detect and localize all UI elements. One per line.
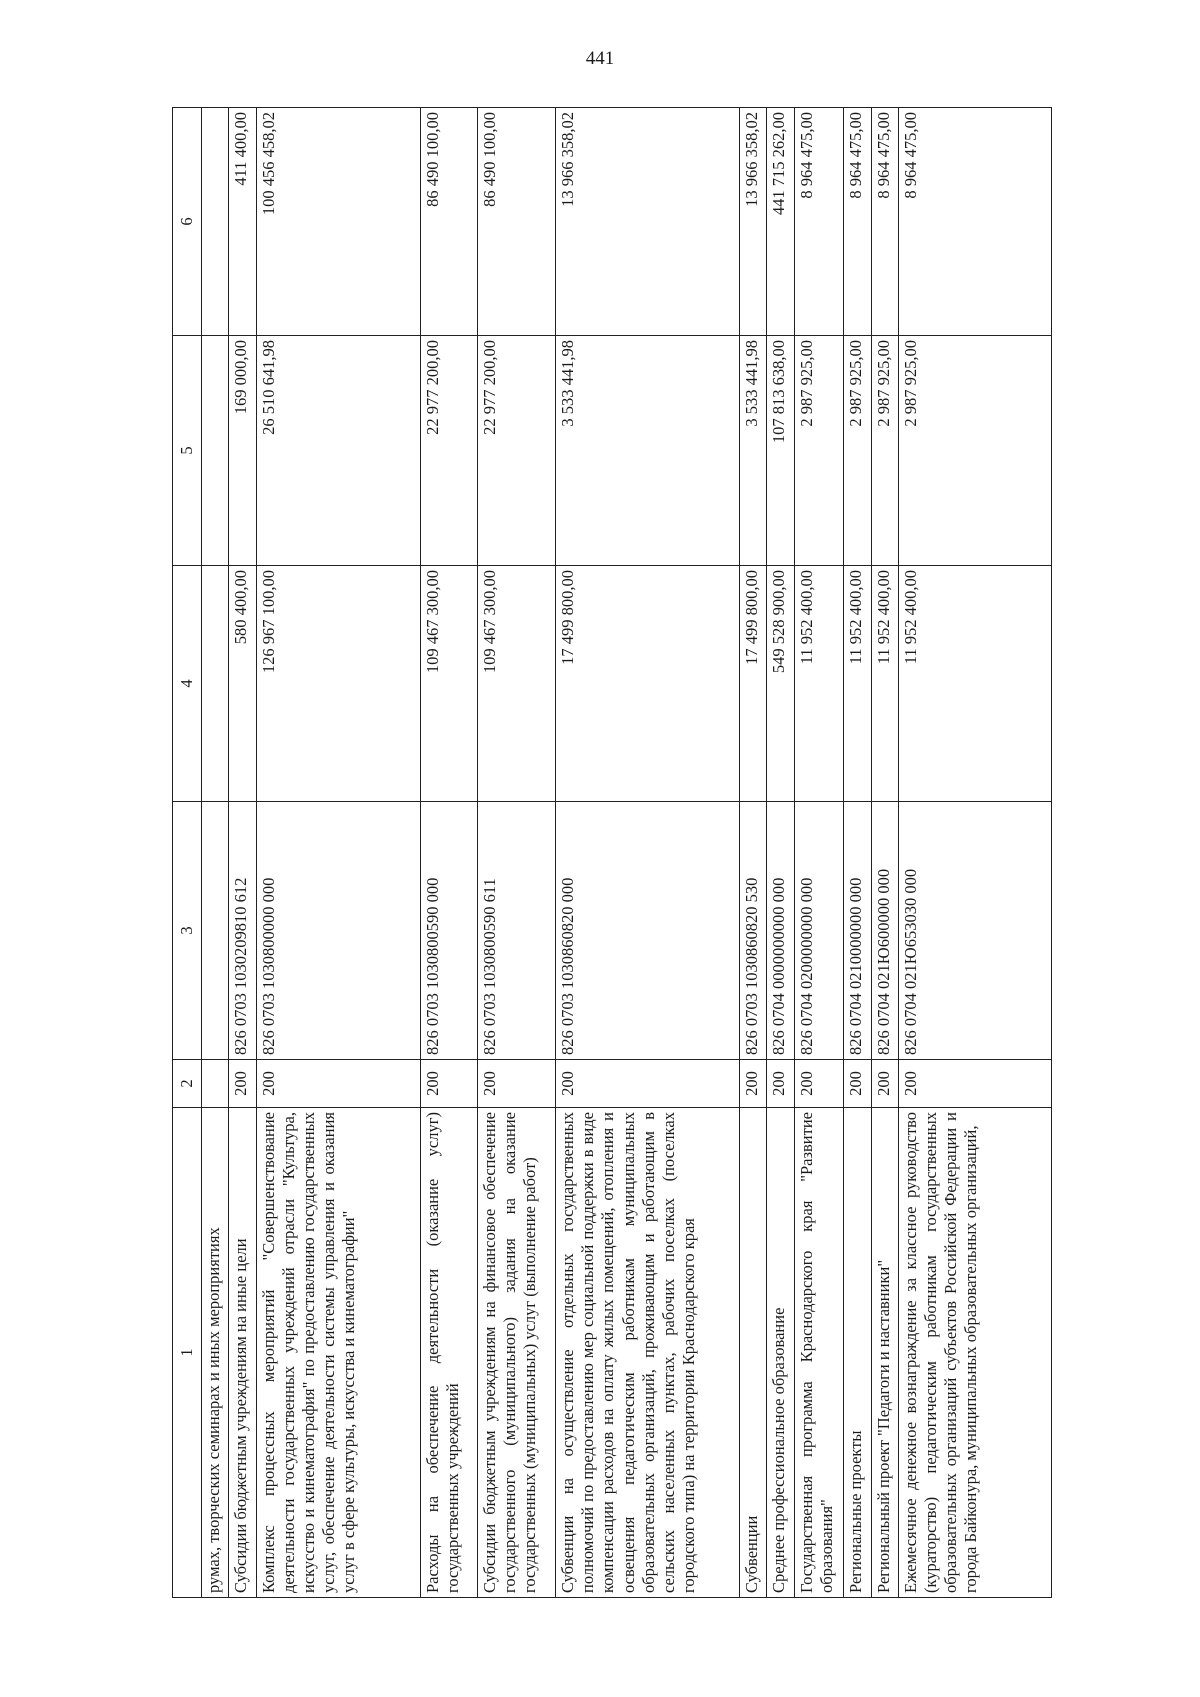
amount-col5-cell: 3 533 441,98: [739, 336, 766, 566]
header-row: [173, 108, 202, 1598]
amount-col4-cell: 109 467 300,00: [477, 566, 556, 802]
budget-code-cell: 826 0703 1030800590 611: [477, 802, 556, 1060]
amount-col4-cell: 17 499 800,00: [556, 566, 740, 802]
amount-col5-cell: 2 987 925,00: [898, 336, 1051, 566]
budget-code-cell: 826 0704 021Ю653030 000: [898, 802, 1051, 1060]
amount-col5-cell: 22 977 200,00: [420, 336, 477, 566]
ministry-code-cell: 200: [229, 1060, 256, 1108]
table-row: [898, 108, 1051, 1598]
row-name-cell: Среднее профессиональное образование: [767, 1108, 794, 1598]
amount-col6-cell: 8 964 475,00: [844, 108, 871, 336]
table-row: [767, 108, 794, 1598]
amount-col4-cell: 11 952 400,00: [794, 566, 843, 802]
column-header: 4: [173, 566, 202, 802]
budget-code-cell: 826 0704 0210000000 000: [844, 802, 871, 1060]
row-name-cell: Субвенции: [739, 1108, 766, 1598]
column-header: 6: [173, 108, 202, 336]
amount-col5-cell: 2 987 925,00: [844, 336, 871, 566]
amount-col5-cell: 2 987 925,00: [871, 336, 898, 566]
amount-col4-cell: 549 528 900,00: [767, 566, 794, 802]
amount-col5-cell: 3 533 441,98: [556, 336, 740, 566]
amount-col6-cell: [202, 108, 229, 336]
row-name-cell: Субсидии бюджетным учреждениям на иные цели: [229, 1108, 256, 1598]
budget-code-cell: 826 0703 1030860820 530: [739, 802, 766, 1060]
ministry-code-cell: 200: [256, 1060, 420, 1108]
table-row: [844, 108, 871, 1598]
amount-col6-cell: 100 456 458,02: [256, 108, 420, 336]
amount-col6-cell: 441 715 262,00: [767, 108, 794, 336]
ministry-code-cell: 200: [556, 1060, 740, 1108]
ministry-code-cell: [202, 1060, 229, 1108]
amount-col6-cell: 86 490 100,00: [477, 108, 556, 336]
column-header: 3: [173, 802, 202, 1060]
budget-code-cell: 826 0703 1030209810 612: [229, 802, 256, 1060]
budget-table: [172, 107, 1052, 1598]
amount-col6-cell: 86 490 100,00: [420, 108, 477, 336]
amount-col5-cell: 107 813 638,00: [767, 336, 794, 566]
amount-col4-cell: 11 952 400,00: [898, 566, 1051, 802]
amount-col5-cell: [202, 336, 229, 566]
amount-col6-cell: 13 966 358,02: [739, 108, 766, 336]
budget-code-cell: 826 0703 1030800590 000: [420, 802, 477, 1060]
budget-code-cell: 826 0704 0000000000 000: [767, 802, 794, 1060]
amount-col4-cell: 126 967 100,00: [256, 566, 420, 802]
ministry-code-cell: 200: [898, 1060, 1051, 1108]
table-row: [202, 108, 229, 1598]
budget-code-cell: 826 0704 0200000000 000: [794, 802, 843, 1060]
row-name-cell: Субвенции на осуществление отдельных государственных полномочий по предоставлению мер социальной поддержки в виде компенсации расходов на оплату жилых помещений, отопления и освещения педагогическим работникам муниципальных образовательных организаций, проживающим и работающим в сельских населенных пунктах, рабочих поселках (поселках городского типа) на территории Краснодарского края: [556, 1108, 740, 1598]
row-name-cell: румах, творческих семинарах и иных мероприятиях: [202, 1108, 229, 1598]
ministry-code-cell: 200: [420, 1060, 477, 1108]
ministry-code-cell: 200: [871, 1060, 898, 1108]
ministry-code-cell: 200: [477, 1060, 556, 1108]
table-row: [420, 108, 477, 1598]
row-name-cell: Ежемесячное денежное вознаграждение за классное руководство (кураторство) педагогическим работникам государственных образовательных организаций субъектов Российской Федерации и города Байконура, муниципальных образовательных организаций,: [898, 1108, 1051, 1598]
amount-col5-cell: 26 510 641,98: [256, 336, 420, 566]
table-row: [256, 108, 420, 1598]
ministry-code-cell: 200: [794, 1060, 843, 1108]
amount-col5-cell: 2 987 925,00: [794, 336, 843, 566]
budget-code-cell: [202, 802, 229, 1060]
table-row: [739, 108, 766, 1598]
amount-col4-cell: 17 499 800,00: [739, 566, 766, 802]
table-row: [229, 108, 256, 1598]
row-name-cell: Государственная программа Краснодарского края "Развитие образования": [794, 1108, 843, 1598]
amount-col4-cell: 11 952 400,00: [871, 566, 898, 802]
amount-col5-cell: 169 000,00: [229, 336, 256, 566]
row-name-cell: Субсидии бюджетным учреждениям на финансовое обеспечение государственного (муниципального) задания на оказание государственных (муниципальных) услуг (выполнение работ): [477, 1108, 556, 1598]
budget-code-cell: 826 0703 1030860820 000: [556, 802, 740, 1060]
amount-col4-cell: 11 952 400,00: [844, 566, 871, 802]
table-row: [556, 108, 740, 1598]
column-header: 2: [173, 1060, 202, 1108]
ministry-code-cell: 200: [844, 1060, 871, 1108]
column-header: 5: [173, 336, 202, 566]
table-row: [794, 108, 843, 1598]
table-row: [871, 108, 898, 1598]
amount-col5-cell: 22 977 200,00: [477, 336, 556, 566]
amount-col4-cell: [202, 566, 229, 802]
table-row: [477, 108, 556, 1598]
budget-code-cell: 826 0704 021Ю600000 000: [871, 802, 898, 1060]
ministry-code-cell: 200: [767, 1060, 794, 1108]
amount-col4-cell: 580 400,00: [229, 566, 256, 802]
page-number: 441: [585, 48, 615, 69]
amount-col6-cell: 8 964 475,00: [898, 108, 1051, 336]
amount-col6-cell: 411 400,00: [229, 108, 256, 336]
amount-col6-cell: 8 964 475,00: [794, 108, 843, 336]
budget-code-cell: 826 0703 1030800000 000: [256, 802, 420, 1060]
row-name-cell: Региональные проекты: [844, 1108, 871, 1598]
amount-col6-cell: 13 966 358,02: [556, 108, 740, 336]
row-name-cell: Расходы на обеспечение деятельности (оказание услуг) государственных учреждений: [420, 1108, 477, 1598]
row-name-cell: Комплекс процессных мероприятий "Совершенствование деятельности государственных учреждений отрасли "Культура, искусство и кинематография" по предоставлению государственных услуг, обеспечение деятельности системы управления и оказания услуг в сфере культуры, искусства и кинематографии": [256, 1108, 420, 1598]
amount-col4-cell: 109 467 300,00: [420, 566, 477, 802]
rotated-table-wrapper: [172, 108, 1052, 1598]
column-header: 1: [173, 1108, 202, 1598]
ministry-code-cell: 200: [739, 1060, 766, 1108]
row-name-cell: Региональный проект "Педагоги и наставники": [871, 1108, 898, 1598]
amount-col6-cell: 8 964 475,00: [871, 108, 898, 336]
